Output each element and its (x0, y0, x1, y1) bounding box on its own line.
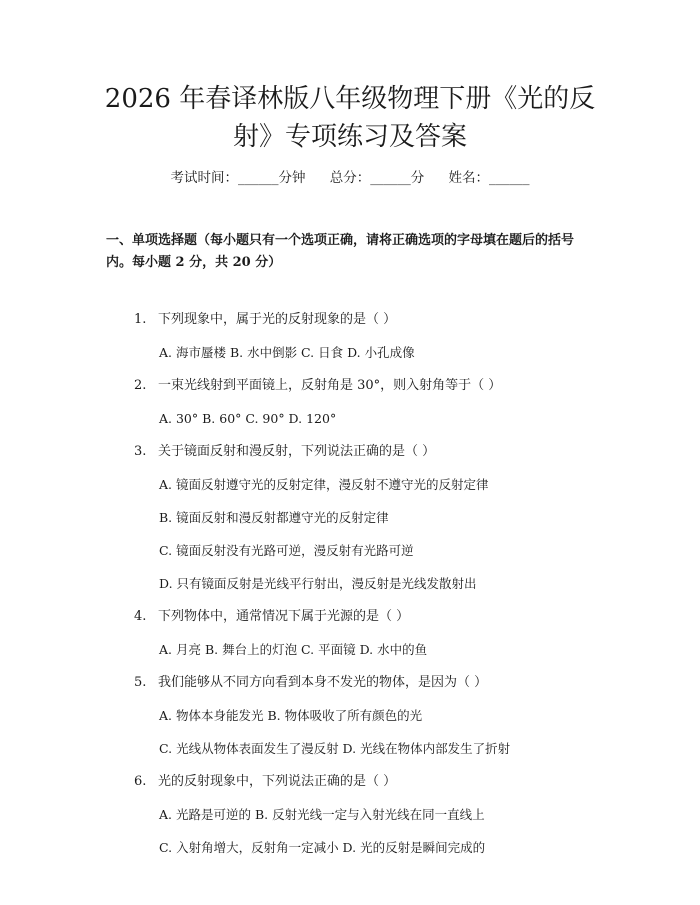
question-number: 3. (134, 444, 147, 459)
question-3-option-d: D. 只有镜面反射是光线平行射出，漫反射是光线发散射出 (159, 576, 477, 591)
question-6-options-ab: A. 光路是可逆的 B. 反射光线一定与入射光线在同一直线上 (159, 807, 485, 822)
question-5-options-cd: C. 光线从物体表面发生了漫反射 D. 光线在物体内部发生了折射 (159, 741, 511, 756)
question-1-options: A. 海市蜃楼 B. 水中倒影 C. 日食 D. 小孔成像 (159, 345, 415, 360)
section-heading: 一、单项选择题（每小题只有一个选项正确，请将正确选项的字母填在题后的括号内。每小题 2 分，共 20 分） (106, 233, 575, 270)
question-text: 关于镜面反射和漫反射，下列说法正确的是（ ） (158, 444, 436, 459)
title-line-1: 2026 年春译林版八年级物理下册《光的反 (104, 84, 596, 114)
total-score-field: 总分：______分 (329, 170, 425, 186)
question-number: 2. (134, 378, 147, 393)
question-6 (134, 772, 594, 792)
question-2-options: A. 30° B. 60° C. 90° D. 120° (159, 411, 337, 426)
question-2 (134, 376, 594, 396)
question-text: 我们能够从不同方向看到本身不发光的物体，是因为（ ） (158, 675, 488, 690)
question-5 (134, 673, 594, 693)
question-text: 一束光线射到平面镜上，反射角是 30°，则入射角等于（ ） (158, 378, 502, 393)
question-4-options: A. 月亮 B. 舞台上的灯泡 C. 平面镜 D. 水中的鱼 (159, 642, 428, 657)
question-text: 下列物体中，通常情况下属于光源的是（ ） (158, 609, 410, 624)
title-line-2: 射》专项练习及答案 (232, 122, 467, 152)
question-3 (134, 442, 594, 462)
question-3-option-a: A. 镜面反射遵守光的反射定律，漫反射不遵守光的反射定律 (159, 477, 489, 492)
question-number: 1. (134, 312, 147, 327)
question-number: 6. (134, 774, 147, 789)
question-3-option-b: B. 镜面反射和漫反射都遵守光的反射定律 (159, 510, 389, 525)
question-3-option-c: C. 镜面反射没有光路可逆，漫反射有光路可逆 (159, 543, 414, 558)
question-4 (134, 607, 594, 627)
document-title (60, 80, 640, 156)
question-6-options-cd: C. 入射角增大，反射角一定减小 D. 光的反射是瞬间完成的 (159, 840, 486, 855)
exam-info-row (0, 168, 700, 188)
question-5-options-ab: A. 物体本身能发光 B. 物体吸收了所有颜色的光 (159, 708, 423, 723)
student-name-field: 姓名：______ (448, 170, 530, 186)
question-text: 光的反射现象中，下列说法正确的是（ ） (158, 774, 397, 789)
exam-time-field: 考试时间：______分钟 (170, 170, 306, 186)
question-number: 4. (134, 609, 147, 624)
question-number: 5. (134, 675, 147, 690)
question-text: 下列现象中，属于光的反射现象的是（ ） (158, 312, 397, 327)
question-1 (134, 310, 594, 330)
